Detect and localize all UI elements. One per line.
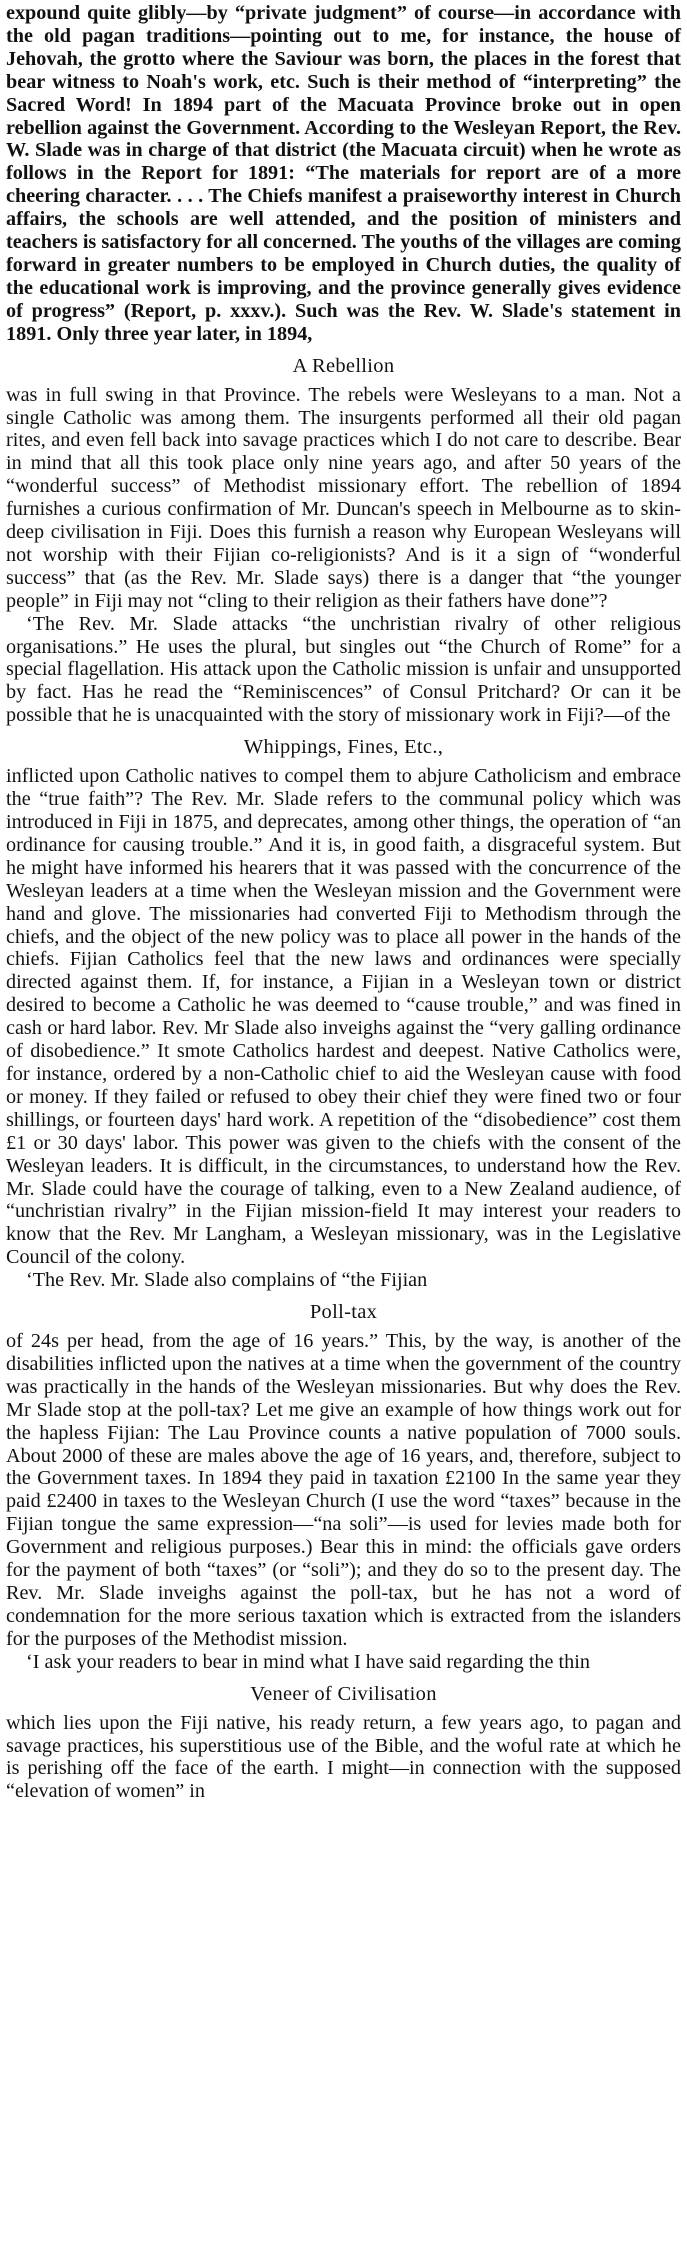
subheading-poll-tax: Poll-tax: [309, 1301, 378, 1324]
paragraph-veneer: which lies upon the Fiji native, his ready return, a few years ago, to pagan and savage practices, his superstitious use of the Bible, and the woful rate at which he is perishing off the face of the earth. I might—in connection with the supposed “elevation of women” in: [6, 1711, 681, 1803]
paragraph-poll-tax: of 24s per head, from the age of 16 years.” This, by the way, is another of the disabilities inflicted upon the natives at a time when the government of the country was practically in the hands of the Wesleyan missionaries. But why does the Rev. Mr Slade stop at the poll-tax? Let me give an example of how things work out for the hapless Fijian: The Lau Province counts a native population of 7000 souls. About 2000 of these are males above the age of 16 years, and, therefore, subject to the Government taxes. In 1894 they paid in taxation £2100 In the same year they paid £2400 in taxes to the Wesleyan Church (I use the word “taxes” because in the Fijian tongue the same expression—“na soli”—is used for levies made both for Government and religious purposes.) Bear this in mind: the officials gave orders for the payment of both “taxes” (or “soli”); and they do so to the present day. The Rev. Mr. Slade inveighs against the poll-tax, but he has not a word of condemnation for the more serious taxation which is extracted from the islanders for the purposes of the Methodist mission.: [6, 1330, 681, 1650]
subheading-rebellion: A Rebellion: [292, 354, 395, 377]
paragraph-fijian-complaint: ‘The Rev. Mr. Slade also complains of “the Fijian: [26, 1269, 428, 1292]
paragraph-opening: expound quite glibly—by “private judgment” of course—in accordance with the old pagan traditions—pointing out to me, for instance, the house of Jehovah, the grotto where the Saviour was born, the places in the forest that bear witness to Noah's work, etc. Such is their method of “interpreting” the Sacred Word! In 1894 part of the Macuata Province broke out in open rebellion against the Government. According to the Wesleyan Report, the Rev. W. Slade was in charge of that district (the Macuata circuit) when he wrote as follows in the Report for 1891: “The materials for report are of a more cheering character. . . . The Chiefs manifest a praiseworthy interest in Church affairs, the schools are well attended, and the position of ministers and teachers is satisfactory for all concerned. The youths of the villages are coming forward in greater numbers to be employed in Church duties, the quality of the educational work is improving, and the province generally gives evidence of progress” (Report, p. xxxv.). Such was the Rev. W. Slade's statement in 1891. Only three year later, in 1894,: [6, 2, 681, 345]
paragraph-rebellion: was in full swing in that Province. The rebels were Wesleyans to a man. Not a single Catholic was among them. The insurgents performed all their old pagan rites, and even fell back into savage practices which I do not care to describe. Bear in mind that all this took place only nine years ago, and after 50 years of the “wonderful success” of Methodist missionary effort. The rebellion of 1894 furnishes a curious confirmation of Mr. Duncan's speech in Melbourne as to skin-deep civilisation in Fiji. Does this furnish a reason why European Wesleyans will not worship with their Fijian co-religionists? And is it a sign of “wonderful success” that (as the Rev. Mr. Slade says) there is a danger that “the younger people” in Fiji may not “cling to their religion as their fathers have done”?: [6, 383, 681, 612]
paragraph-bear-in-mind: ‘I ask your readers to bear in mind what I have said regarding the thin: [26, 1650, 590, 1673]
paragraph-rivalry: ‘The Rev. Mr. Slade attacks “the unchristian rivalry of other religious organisations.” He uses the plural, but singles out “the Church of Rome” for a special flagellation. His attack upon the Catholic mission is unfair and unsupported by fact. Has he read the “Reminiscences” of Consul Pritchard? Or can it be possible that he is unacquainted with the story of missionary work in Fiji?—of the: [6, 612, 681, 727]
subheading-whippings: Whippings, Fines, Etc.,: [243, 736, 444, 759]
subheading-veneer: Veneer of Civilisation: [250, 1682, 437, 1705]
paragraph-whippings: inflicted upon Catholic natives to compel them to abjure Catholicism and embrace the “true faith”? The Rev. Mr. Slade refers to the communal policy which was introduced in Fiji in 1875, and deprecates, among other things, the operation of “an ordinance for causing trouble.” And it is, in good faith, a disgraceful system. But he might have informed his hearers that it was passed with the concurrence of the Wesleyan leaders at a time when the Wesleyan mission and the Government were hand and glove. The missionaries had converted Fiji to Methodism through the chiefs, and the object of the new policy was to place all power in the hands of the chiefs. Fijian Catholics feel that the new laws and ordinances were specially directed against them. If, for instance, a Fijian in a Wesleyan town or district desired to become a Catholic he was deemed to “cause trouble,” and was fined in cash or hard labor. Rev. Mr Slade also inveighs against the “very galling ordinance of disobedience.” It smote Catholics hardest and deepest. Native Catholics were, for instance, ordered by a non-Catholic chief to aid the Wesleyan cause with food or money. If they failed or refused to obey their chief they were fined two or four shillings, or fourteen days' hard work. A repetition of the “disobedience” cost them £1 or 30 days' labor. This power was given to the chiefs with the consent of the Wesleyan leaders. It is difficult, in the circumstances, to understand how the Rev. Mr. Slade could have the courage of talking, even to a New Zealand audience, of “unchristian rivalry” in the Fijian mission-field It may interest your readers to know that the Rev. Mr Langham, a Wesleyan missionary, was in the Legislative Council of the colony.: [6, 765, 681, 1269]
